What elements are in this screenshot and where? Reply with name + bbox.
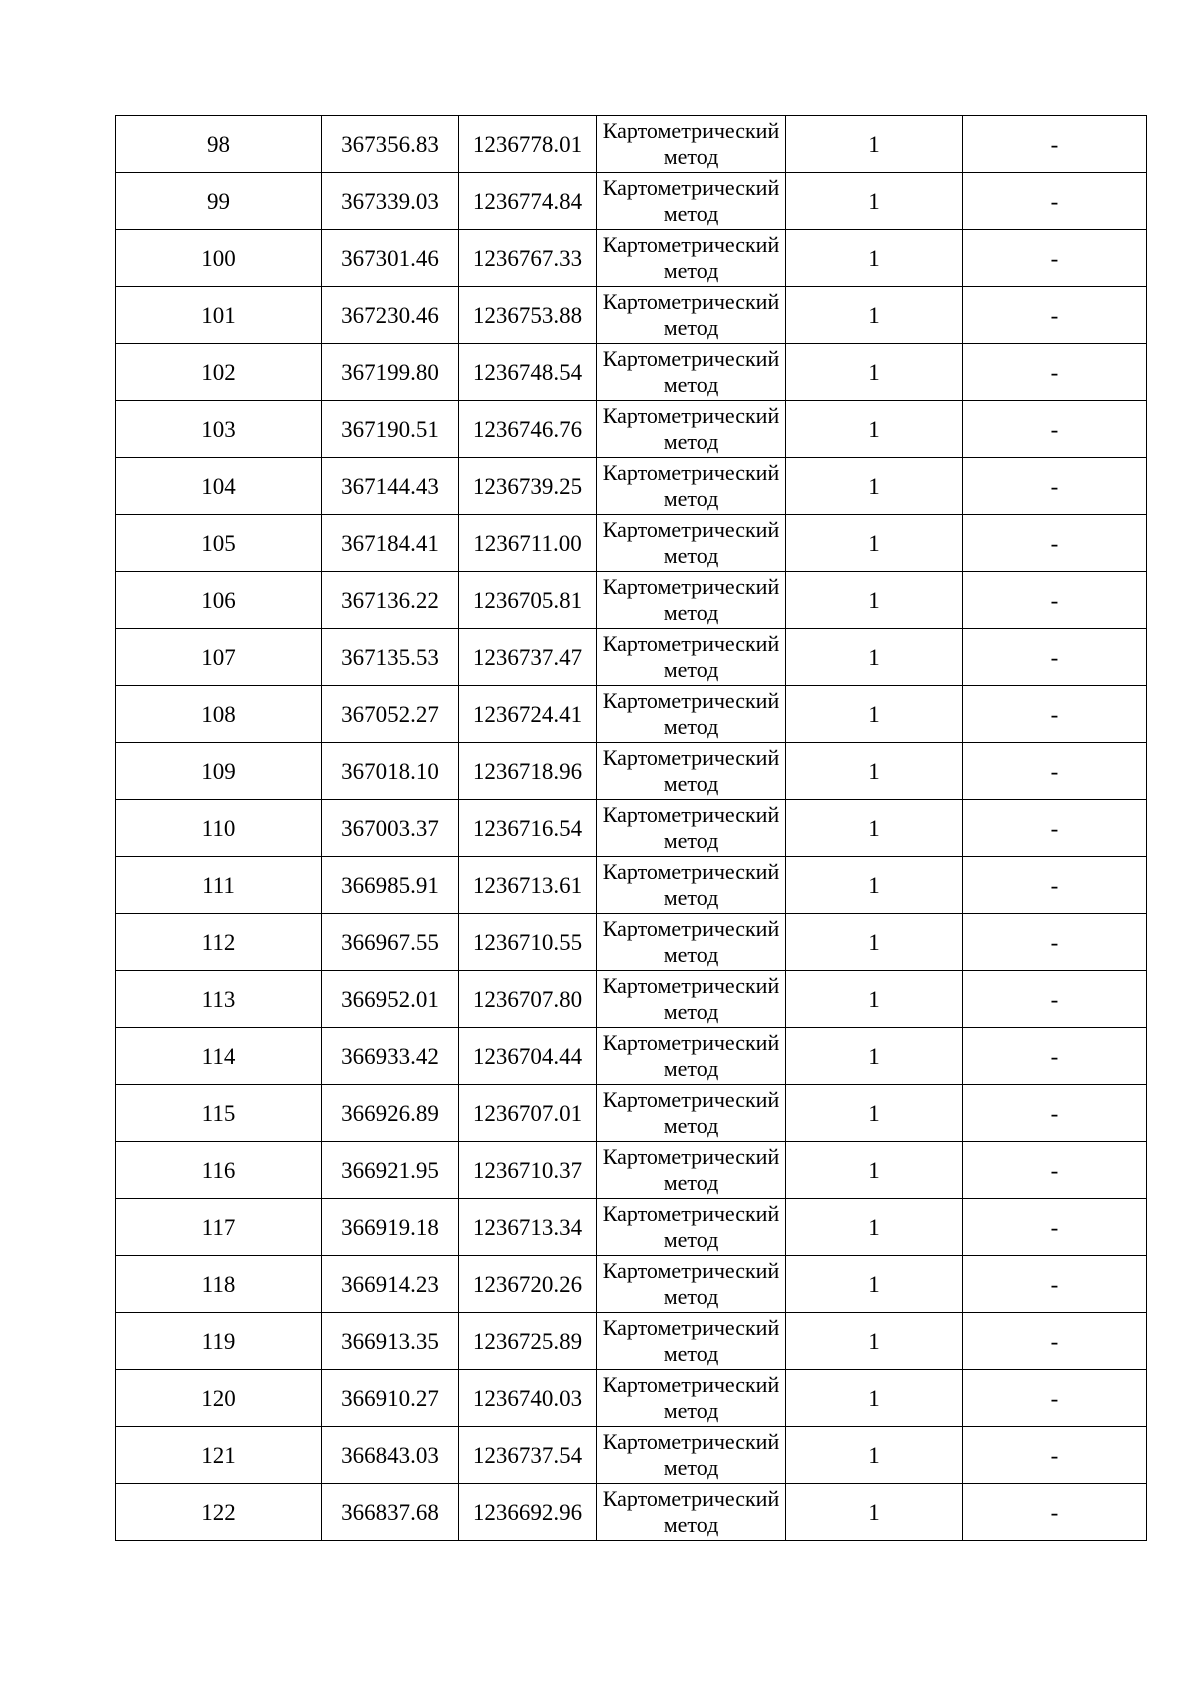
x-coordinate-cell: 366919.18	[322, 1199, 459, 1256]
point-number-cell: 98	[116, 116, 322, 173]
y-coordinate-cell: 1236767.33	[459, 230, 597, 287]
accuracy-cell: 1	[786, 743, 963, 800]
point-number-cell: 99	[116, 173, 322, 230]
note-cell: -	[963, 857, 1147, 914]
note-cell: -	[963, 515, 1147, 572]
accuracy-cell: 1	[786, 1370, 963, 1427]
y-coordinate-cell: 1236737.47	[459, 629, 597, 686]
table-row	[116, 686, 1147, 743]
table-row	[116, 971, 1147, 1028]
y-coordinate-cell: 1236774.84	[459, 173, 597, 230]
note-cell: -	[963, 287, 1147, 344]
coordinates-table	[115, 115, 1147, 1541]
x-coordinate-cell: 366967.55	[322, 914, 459, 971]
method-cell: Картометрический метод	[597, 686, 786, 743]
table-row	[116, 1028, 1147, 1085]
table-row	[116, 1370, 1147, 1427]
point-number-cell: 100	[116, 230, 322, 287]
accuracy-cell: 1	[786, 572, 963, 629]
accuracy-cell: 1	[786, 401, 963, 458]
x-coordinate-cell: 367230.46	[322, 287, 459, 344]
point-number-cell: 102	[116, 344, 322, 401]
accuracy-cell: 1	[786, 1085, 963, 1142]
table-row	[116, 1142, 1147, 1199]
table-row	[116, 914, 1147, 971]
y-coordinate-cell: 1236713.34	[459, 1199, 597, 1256]
point-number-cell: 104	[116, 458, 322, 515]
point-number-cell: 106	[116, 572, 322, 629]
table-row	[116, 572, 1147, 629]
point-number-cell: 115	[116, 1085, 322, 1142]
x-coordinate-cell: 366926.89	[322, 1085, 459, 1142]
y-coordinate-cell: 1236724.41	[459, 686, 597, 743]
accuracy-cell: 1	[786, 344, 963, 401]
method-cell: Картометрический метод	[597, 287, 786, 344]
point-number-cell: 120	[116, 1370, 322, 1427]
point-number-cell: 117	[116, 1199, 322, 1256]
accuracy-cell: 1	[786, 458, 963, 515]
point-number-cell: 105	[116, 515, 322, 572]
table-row	[116, 287, 1147, 344]
note-cell: -	[963, 1256, 1147, 1313]
note-cell: -	[963, 686, 1147, 743]
accuracy-cell: 1	[786, 686, 963, 743]
note-cell: -	[963, 1484, 1147, 1541]
x-coordinate-cell: 366914.23	[322, 1256, 459, 1313]
method-cell: Картометрический метод	[597, 1484, 786, 1541]
method-cell: Картометрический метод	[597, 572, 786, 629]
accuracy-cell: 1	[786, 173, 963, 230]
point-number-cell: 109	[116, 743, 322, 800]
y-coordinate-cell: 1236707.80	[459, 971, 597, 1028]
method-cell: Картометрический метод	[597, 1256, 786, 1313]
note-cell: -	[963, 1142, 1147, 1199]
note-cell: -	[963, 1085, 1147, 1142]
table-row	[116, 401, 1147, 458]
note-cell: -	[963, 344, 1147, 401]
note-cell: -	[963, 116, 1147, 173]
accuracy-cell: 1	[786, 230, 963, 287]
point-number-cell: 122	[116, 1484, 322, 1541]
accuracy-cell: 1	[786, 1313, 963, 1370]
method-cell: Картометрический метод	[597, 857, 786, 914]
note-cell: -	[963, 572, 1147, 629]
x-coordinate-cell: 366910.27	[322, 1370, 459, 1427]
x-coordinate-cell: 367136.22	[322, 572, 459, 629]
method-cell: Картометрический метод	[597, 1028, 786, 1085]
accuracy-cell: 1	[786, 914, 963, 971]
accuracy-cell: 1	[786, 1484, 963, 1541]
method-cell: Картометрический метод	[597, 1142, 786, 1199]
method-cell: Картометрический метод	[597, 914, 786, 971]
note-cell: -	[963, 743, 1147, 800]
table-row	[116, 230, 1147, 287]
x-coordinate-cell: 367052.27	[322, 686, 459, 743]
table-row	[116, 800, 1147, 857]
method-cell: Картометрический метод	[597, 629, 786, 686]
method-cell: Картометрический метод	[597, 344, 786, 401]
note-cell: -	[963, 1028, 1147, 1085]
x-coordinate-cell: 367339.03	[322, 173, 459, 230]
y-coordinate-cell: 1236713.61	[459, 857, 597, 914]
point-number-cell: 119	[116, 1313, 322, 1370]
accuracy-cell: 1	[786, 1427, 963, 1484]
table-row	[116, 458, 1147, 515]
accuracy-cell: 1	[786, 1028, 963, 1085]
point-number-cell: 113	[116, 971, 322, 1028]
y-coordinate-cell: 1236710.37	[459, 1142, 597, 1199]
x-coordinate-cell: 367144.43	[322, 458, 459, 515]
accuracy-cell: 1	[786, 1256, 963, 1313]
method-cell: Картометрический метод	[597, 401, 786, 458]
method-cell: Картометрический метод	[597, 800, 786, 857]
table-row	[116, 1484, 1147, 1541]
accuracy-cell: 1	[786, 857, 963, 914]
note-cell: -	[963, 173, 1147, 230]
method-cell: Картометрический метод	[597, 173, 786, 230]
table-row	[116, 1085, 1147, 1142]
point-number-cell: 108	[116, 686, 322, 743]
table-row	[116, 1313, 1147, 1370]
x-coordinate-cell: 367135.53	[322, 629, 459, 686]
table-row	[116, 116, 1147, 173]
accuracy-cell: 1	[786, 1199, 963, 1256]
table-row	[116, 1199, 1147, 1256]
y-coordinate-cell: 1236707.01	[459, 1085, 597, 1142]
table-row	[116, 629, 1147, 686]
note-cell: -	[963, 401, 1147, 458]
y-coordinate-cell: 1236778.01	[459, 116, 597, 173]
y-coordinate-cell: 1236753.88	[459, 287, 597, 344]
point-number-cell: 116	[116, 1142, 322, 1199]
point-number-cell: 103	[116, 401, 322, 458]
note-cell: -	[963, 1370, 1147, 1427]
x-coordinate-cell: 366913.35	[322, 1313, 459, 1370]
x-coordinate-cell: 366985.91	[322, 857, 459, 914]
x-coordinate-cell: 367190.51	[322, 401, 459, 458]
method-cell: Картометрический метод	[597, 116, 786, 173]
accuracy-cell: 1	[786, 1142, 963, 1199]
note-cell: -	[963, 1199, 1147, 1256]
table-row	[116, 515, 1147, 572]
method-cell: Картометрический метод	[597, 1313, 786, 1370]
y-coordinate-cell: 1236704.44	[459, 1028, 597, 1085]
method-cell: Картометрический метод	[597, 1199, 786, 1256]
note-cell: -	[963, 458, 1147, 515]
x-coordinate-cell: 367301.46	[322, 230, 459, 287]
table-row	[116, 743, 1147, 800]
accuracy-cell: 1	[786, 800, 963, 857]
note-cell: -	[963, 1427, 1147, 1484]
accuracy-cell: 1	[786, 116, 963, 173]
y-coordinate-cell: 1236748.54	[459, 344, 597, 401]
y-coordinate-cell: 1236692.96	[459, 1484, 597, 1541]
point-number-cell: 110	[116, 800, 322, 857]
y-coordinate-cell: 1236725.89	[459, 1313, 597, 1370]
point-number-cell: 114	[116, 1028, 322, 1085]
note-cell: -	[963, 629, 1147, 686]
method-cell: Картометрический метод	[597, 1370, 786, 1427]
point-number-cell: 111	[116, 857, 322, 914]
y-coordinate-cell: 1236711.00	[459, 515, 597, 572]
point-number-cell: 101	[116, 287, 322, 344]
y-coordinate-cell: 1236737.54	[459, 1427, 597, 1484]
note-cell: -	[963, 800, 1147, 857]
table-row	[116, 344, 1147, 401]
accuracy-cell: 1	[786, 971, 963, 1028]
point-number-cell: 112	[116, 914, 322, 971]
x-coordinate-cell: 366921.95	[322, 1142, 459, 1199]
note-cell: -	[963, 914, 1147, 971]
method-cell: Картометрический метод	[597, 515, 786, 572]
x-coordinate-cell: 366952.01	[322, 971, 459, 1028]
x-coordinate-cell: 366843.03	[322, 1427, 459, 1484]
y-coordinate-cell: 1236718.96	[459, 743, 597, 800]
note-cell: -	[963, 230, 1147, 287]
method-cell: Картометрический метод	[597, 458, 786, 515]
y-coordinate-cell: 1236720.26	[459, 1256, 597, 1313]
method-cell: Картометрический метод	[597, 743, 786, 800]
note-cell: -	[963, 1313, 1147, 1370]
coordinates-table-body	[116, 116, 1147, 1541]
method-cell: Картометрический метод	[597, 1085, 786, 1142]
x-coordinate-cell: 367199.80	[322, 344, 459, 401]
table-row	[116, 857, 1147, 914]
table-row	[116, 173, 1147, 230]
y-coordinate-cell: 1236746.76	[459, 401, 597, 458]
x-coordinate-cell: 367356.83	[322, 116, 459, 173]
method-cell: Картометрический метод	[597, 971, 786, 1028]
method-cell: Картометрический метод	[597, 230, 786, 287]
y-coordinate-cell: 1236740.03	[459, 1370, 597, 1427]
accuracy-cell: 1	[786, 515, 963, 572]
table-row	[116, 1256, 1147, 1313]
accuracy-cell: 1	[786, 629, 963, 686]
accuracy-cell: 1	[786, 287, 963, 344]
table-row	[116, 1427, 1147, 1484]
point-number-cell: 118	[116, 1256, 322, 1313]
point-number-cell: 107	[116, 629, 322, 686]
y-coordinate-cell: 1236716.54	[459, 800, 597, 857]
point-number-cell: 121	[116, 1427, 322, 1484]
y-coordinate-cell: 1236739.25	[459, 458, 597, 515]
x-coordinate-cell: 367003.37	[322, 800, 459, 857]
x-coordinate-cell: 366933.42	[322, 1028, 459, 1085]
x-coordinate-cell: 367018.10	[322, 743, 459, 800]
y-coordinate-cell: 1236710.55	[459, 914, 597, 971]
x-coordinate-cell: 367184.41	[322, 515, 459, 572]
y-coordinate-cell: 1236705.81	[459, 572, 597, 629]
note-cell: -	[963, 971, 1147, 1028]
x-coordinate-cell: 366837.68	[322, 1484, 459, 1541]
method-cell: Картометрический метод	[597, 1427, 786, 1484]
